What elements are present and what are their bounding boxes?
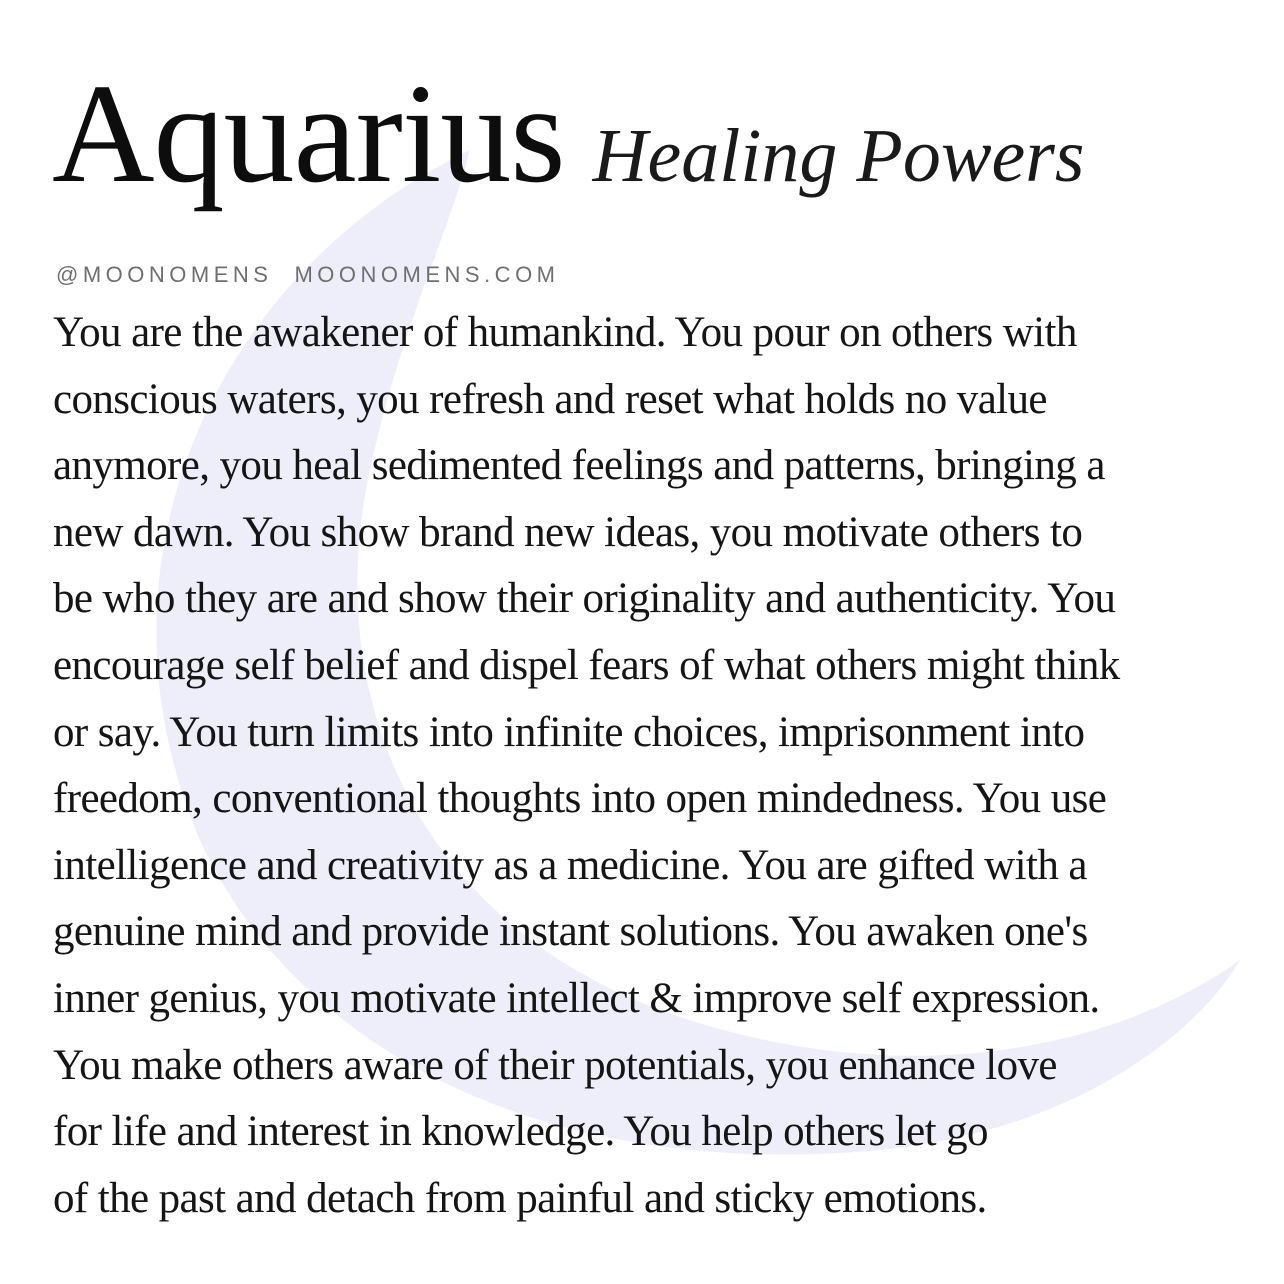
paragraph-line: new dawn. You show brand new ideas, you motivate others to — [53, 508, 1083, 556]
page-subtitle: Healing Powers — [592, 114, 1085, 198]
paragraph-line: freedom, conventional thoughts into open mindedness. You use — [53, 775, 1107, 823]
description-paragraph — [53, 300, 1263, 1232]
paragraph-line: for life and interest in knowledge. You help others let go — [53, 1108, 988, 1156]
paragraph-line: be who they are and show their originality and authenticity. You — [53, 575, 1116, 623]
paragraph-line: genuine mind and provide instant solutions. You awaken one's — [53, 908, 1088, 956]
credits-line — [56, 262, 560, 288]
paragraph-line: You make others aware of their potentials, you enhance love — [53, 1041, 1057, 1089]
title-block — [52, 54, 1085, 212]
paragraph-line: anymore, you heal sedimented feelings and patterns, bringing a — [53, 442, 1105, 490]
paragraph-line: intelligence and creativity as a medicine. You are gifted with a — [53, 841, 1087, 889]
social-handle: @MOONOMENS — [56, 262, 273, 287]
website-url: MOONOMENS.COM — [294, 262, 560, 287]
paragraph-line: inner genius, you motivate intellect & improve self expression. — [53, 974, 1100, 1022]
paragraph-line: or say. You turn limits into infinite choices, imprisonment into — [53, 708, 1085, 756]
paragraph-line: You are the awakener of humankind. You pour on others with — [53, 309, 1077, 356]
paragraph-line: of the past and detach from painful and sticky emotions. — [53, 1174, 987, 1222]
paragraph-line: encourage self belief and dispel fears of what others might think — [53, 641, 1120, 689]
paragraph-line: conscious waters, you refresh and reset what holds no value — [53, 375, 1047, 423]
page-title: Aquarius — [52, 54, 565, 212]
